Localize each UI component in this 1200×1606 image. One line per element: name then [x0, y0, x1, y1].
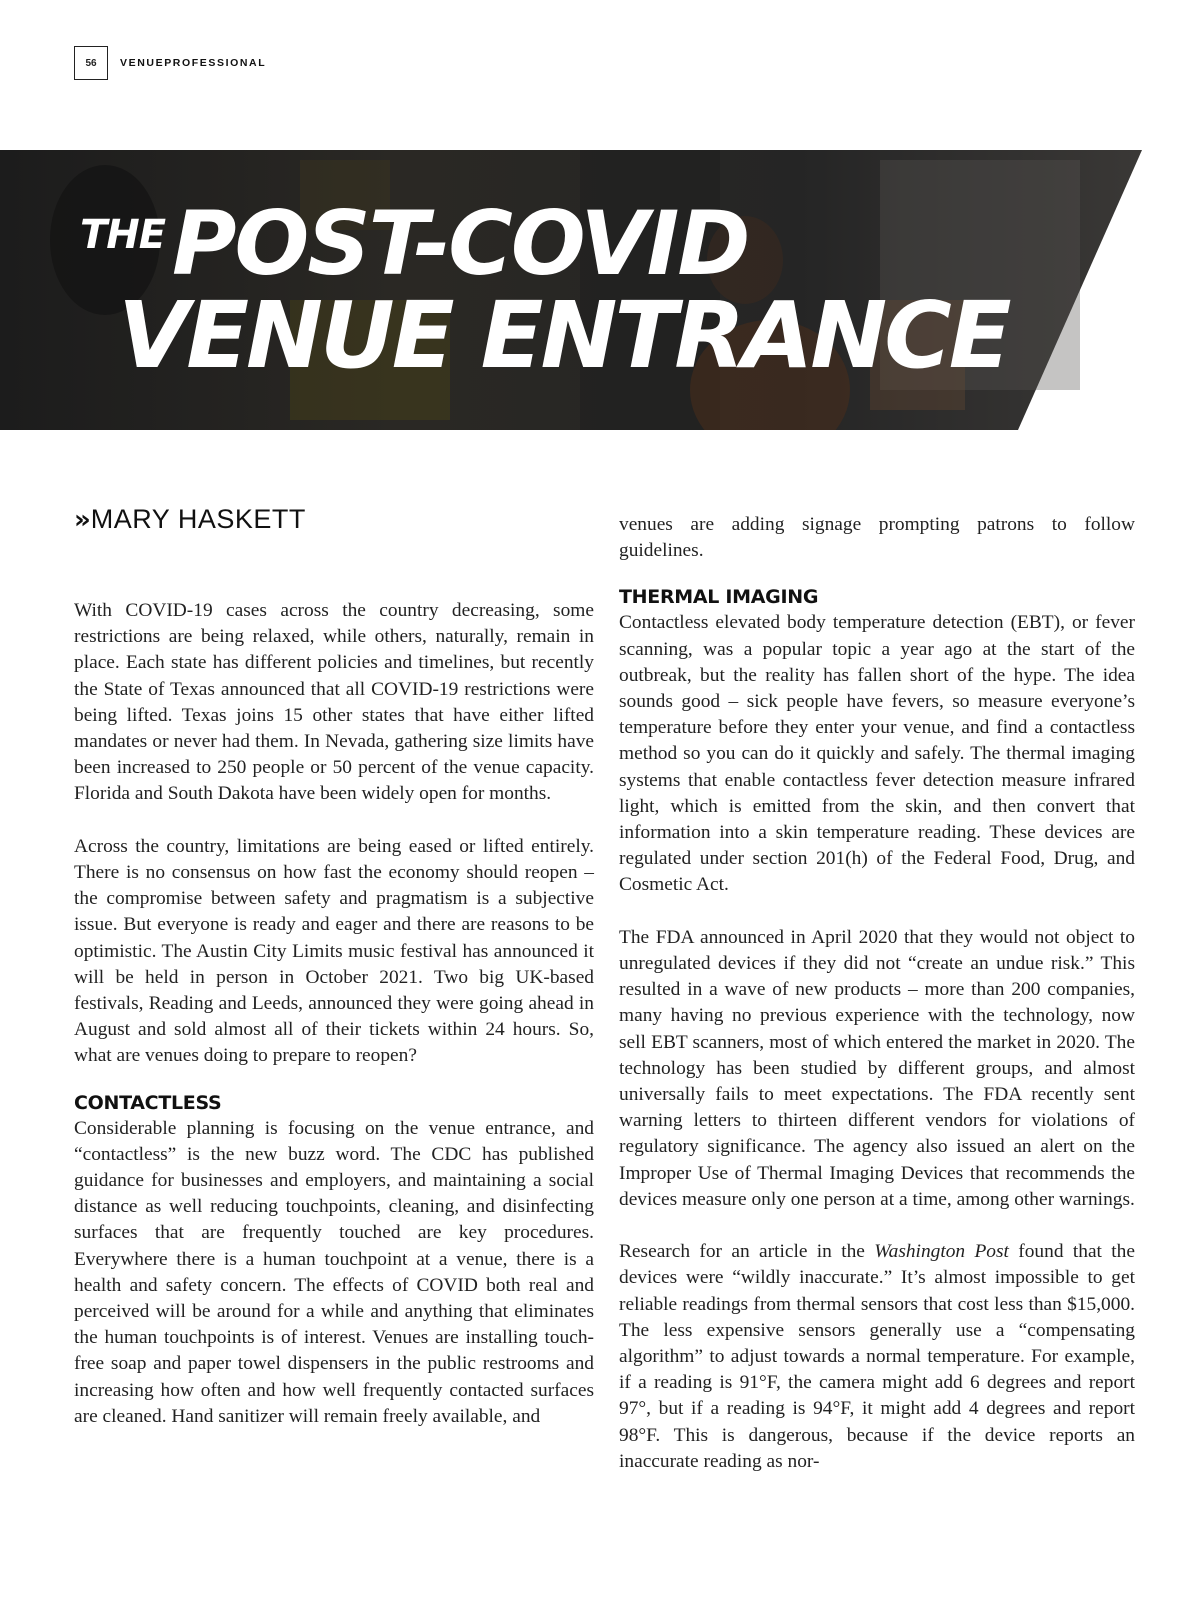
title-banner	[0, 150, 1200, 430]
paragraph	[619, 1239, 1135, 1475]
title-line-1: POST-COVID	[172, 192, 749, 295]
right-column	[619, 512, 1135, 1475]
title-line-2: VENUE ENTRANCE	[118, 282, 1009, 389]
paragraph: venues are adding signage prompting patrons to follow guidelines.	[619, 514, 1135, 562]
paragraph: Considerable planning is focusing on the venue entrance, and “contactless” is the new buzz word. The CDC has published guidance for businesses and employers, and maintaining a social distance as well reducing touchpoints, cleaning, and disinfecting surfaces that are frequently touched are key procedures. Everywhere there is a human touchpoint at a venue, there is a health and safety concern. The effects of COVID both real and perceived will be around for a while and anything that eliminates the human touchpoints is of interest. Venues are installing touch-free soap and paper towel dispensers in the public restrooms and increasing how often and how well frequently contacted surfaces are cleaned. Hand sanitizer will remain freely available, and	[74, 1117, 594, 1427]
publication-name-bold: VENUE	[120, 57, 165, 69]
paragraph: With COVID-19 cases across the country decreasing, some restrictions are being relaxed, while others, naturally, remain in place. Each state has different policies and timelines, but recently the State of Texas announced that all COVID-19 restrictions were being lifted. Texas joins 15 other states that have either lifted mandates or never had them. In Nevada, gathering size limits have been increased to 250 people or 50 percent of the venue capacity. Florida and South Dakota have been widely open for months.	[74, 600, 594, 805]
section-heading-contactless: CONTACTLESS	[74, 1091, 222, 1114]
paragraph: The FDA announced in April 2020 that they would not object to unregulated devices if they did not “create an undue risk.” This resulted in a wave of new products – more than 200 companies, many having no previous experience with the technology, now sell EBT scanners, most of which entered the market in 2020. The technology has been studied by different groups, and almost universally fails to meet expectations. The FDA recently sent warning letters to thirteen different vendors for violations of regulatory significance. The agency also issued an alert on the Improper Use of Thermal Imaging Devices that recommends the devices measure only one person at a time, among other warnings.	[619, 926, 1135, 1210]
double-chevron-icon: »	[74, 504, 85, 535]
section-heading-thermal-imaging: THERMAL IMAGING	[619, 586, 819, 609]
publication-reference: Washington Post	[874, 1241, 1009, 1263]
author-byline	[74, 504, 306, 535]
left-column	[74, 598, 594, 1430]
title-the: THE	[80, 212, 166, 258]
running-header	[74, 46, 266, 80]
publication-name-light: PROFESSIONAL	[164, 57, 267, 69]
paragraph: Contactless elevated body temperature detection (EBT), or fever scanning, was a popular topic a year ago at the start of the outbreak, but the reality has fallen short of the hype. The idea sounds good – sick people have fevers, so measure everyone’s temperature before they enter your venue, and find a contactless method so you can do it quickly and safely. The thermal imaging systems that enable contactless fever detection measure infrared light, which is emitted from the skin, and then convert that information into a skin temperature reading. These devices are regulated under section 201(h) of the Federal Food, Drug, and Cosmetic Act.	[619, 612, 1135, 896]
paragraph-text: found that the devices were “wildly inaccurate.” It’s almost impossible to get reliable readings from thermal sensors that cost less than $15,000. The less expensive sensors generally use a “compensating algorithm” to adjust towards a normal temperature. For example, if a reading is 91°F, the camera might add 6 degrees and report 97°, but if a reading is 94°F, it might add 4 degrees and report 98°F. This is dangerous, because if the device reports an inaccurate reading as nor-	[619, 1241, 1135, 1472]
article-title	[0, 150, 1200, 430]
paragraph: Across the country, limitations are being eased or lifted entirely. There is no consensus on how fast the economy should reopen – the compromise between safety and pragmatism is a subjective issue. But everyone is ready and eager and there are reasons to be optimistic. The Austin City Limits music festival has announced it will be held in person in October 2021. Two big UK-based festivals, Reading and Leeds, announced they were going ahead in August and sold almost all of their tickets within 24 hours. So, what are venues doing to prepare to reopen?	[74, 835, 594, 1067]
author-name: MARY HASKETT	[90, 504, 306, 534]
page-number: 56	[74, 46, 108, 80]
paragraph-text: Research for an article in the	[619, 1241, 875, 1263]
publication-name	[120, 57, 266, 69]
